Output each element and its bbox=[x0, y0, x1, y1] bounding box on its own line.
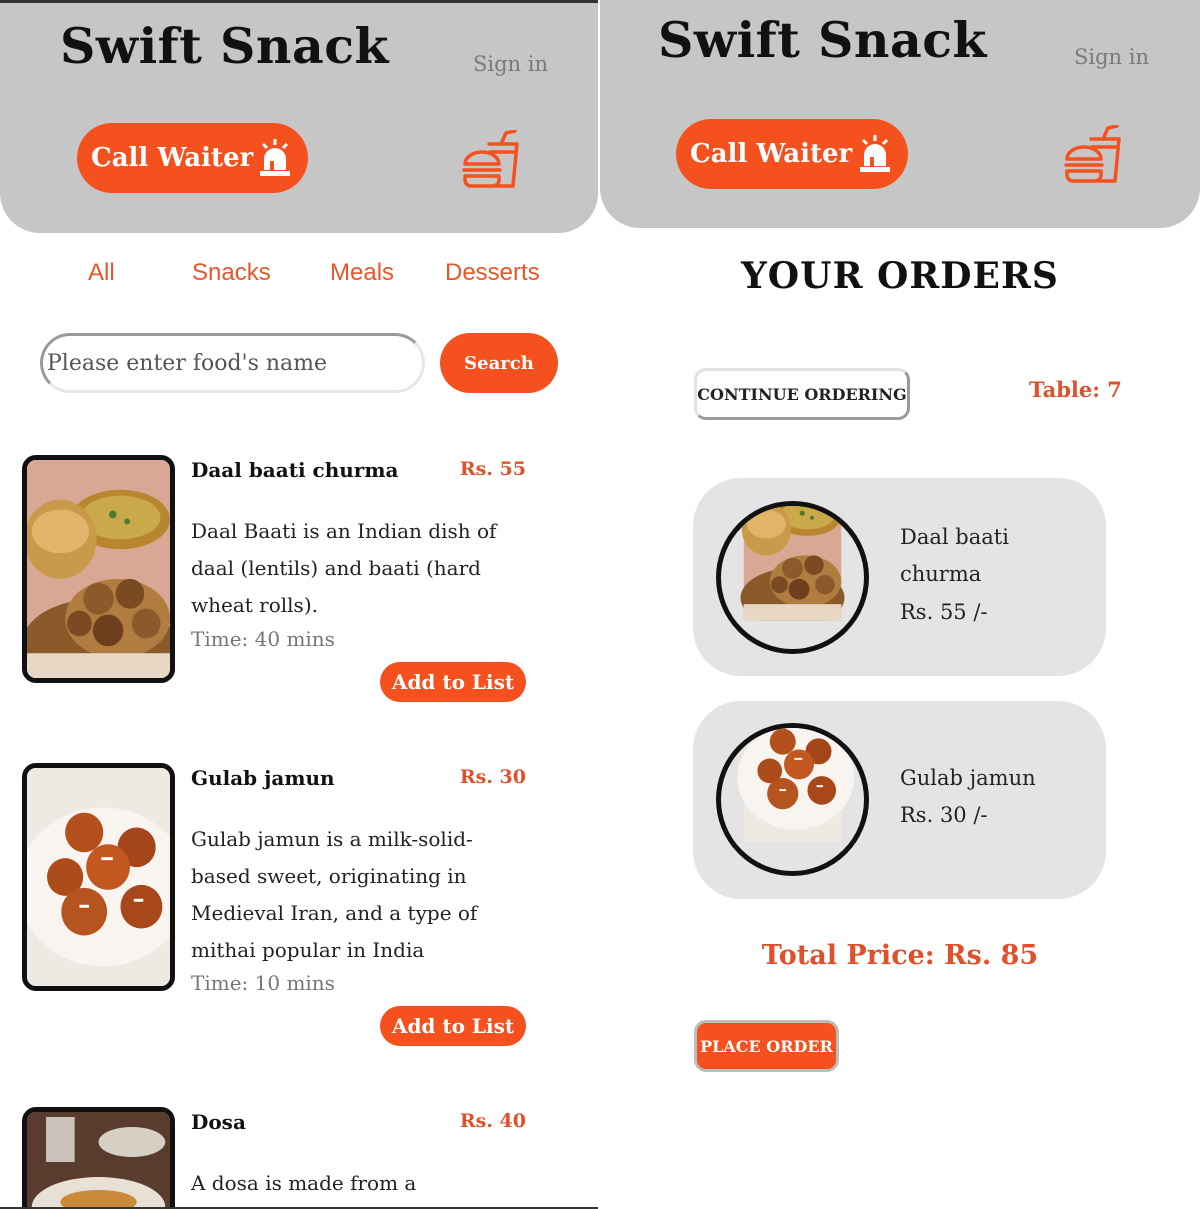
category-tab-desserts[interactable]: Desserts bbox=[445, 259, 540, 286]
food-item-card bbox=[0, 455, 598, 715]
fast-food-icon[interactable] bbox=[1063, 125, 1123, 185]
food-prep-time: Time: 40 mins bbox=[191, 627, 335, 651]
place-order-button[interactable]: PLACE ORDER bbox=[694, 1020, 839, 1072]
category-tab-all[interactable]: All bbox=[88, 259, 115, 286]
category-tab-meals[interactable]: Meals bbox=[330, 259, 395, 286]
app-header bbox=[0, 3, 598, 233]
total-price: Total Price: Rs. 85 bbox=[761, 940, 1039, 971]
food-prep-time: Time: 10 mins bbox=[191, 971, 335, 995]
add-to-list-button[interactable]: Add to List bbox=[380, 1006, 526, 1046]
orders-screen bbox=[600, 0, 1200, 1209]
menu-screen bbox=[0, 0, 598, 1209]
call-waiter-label: Call Waiter bbox=[91, 143, 254, 173]
brand-title: Swift Snack bbox=[658, 11, 988, 69]
bell-icon bbox=[258, 137, 292, 177]
fast-food-icon[interactable] bbox=[461, 130, 521, 190]
category-tab-snacks[interactable]: Snacks bbox=[192, 259, 271, 286]
call-waiter-button[interactable] bbox=[77, 123, 308, 193]
food-price: Rs. 55 bbox=[459, 458, 526, 480]
food-image bbox=[22, 1107, 175, 1209]
food-description: A dosa is made from a bbox=[191, 1171, 417, 1195]
sign-in-link[interactable]: Sign in bbox=[473, 52, 548, 76]
food-image bbox=[22, 763, 175, 991]
order-item-price: Rs. 55 /- bbox=[900, 600, 988, 624]
order-item-name: Gulab jamun bbox=[900, 766, 1036, 790]
order-image bbox=[716, 723, 869, 876]
food-name: Daal baati churma bbox=[191, 458, 399, 482]
food-description: Gulab jamun is a milk-solid-based sweet, originating in Medieval Iran, and a type of mithai popular in India bbox=[191, 827, 478, 962]
food-image bbox=[22, 455, 175, 683]
food-item-card bbox=[0, 763, 598, 1053]
app-header bbox=[600, 0, 1200, 228]
order-item-card bbox=[693, 478, 1106, 676]
call-waiter-button[interactable] bbox=[676, 119, 908, 189]
order-item-price: Rs. 30 /- bbox=[900, 803, 988, 827]
page-title: YOUR ORDERS bbox=[741, 255, 1059, 297]
food-name: Gulab jamun bbox=[191, 766, 335, 790]
call-waiter-label: Call Waiter bbox=[690, 139, 853, 169]
sign-in-link[interactable]: Sign in bbox=[1074, 45, 1149, 69]
food-item-card bbox=[0, 1107, 598, 1209]
order-image bbox=[716, 501, 869, 654]
order-item-name: Daal baati churma bbox=[900, 525, 1009, 586]
order-item-card bbox=[693, 701, 1106, 899]
search-button[interactable]: Search bbox=[440, 333, 558, 393]
bell-icon bbox=[858, 133, 892, 173]
food-price: Rs. 40 bbox=[459, 1110, 526, 1132]
continue-ordering-button[interactable]: CONTINUE ORDERING bbox=[694, 368, 910, 420]
food-description: Daal Baati is an Indian dish of daal (lentils) and baati (hard wheat rolls). bbox=[191, 519, 497, 617]
food-price: Rs. 30 bbox=[459, 766, 526, 788]
table-number: Table: 7 bbox=[1029, 377, 1122, 402]
food-name: Dosa bbox=[191, 1110, 246, 1134]
add-to-list-button[interactable]: Add to List bbox=[380, 662, 526, 702]
brand-title: Swift Snack bbox=[60, 17, 390, 75]
food-search-input[interactable] bbox=[40, 333, 425, 393]
